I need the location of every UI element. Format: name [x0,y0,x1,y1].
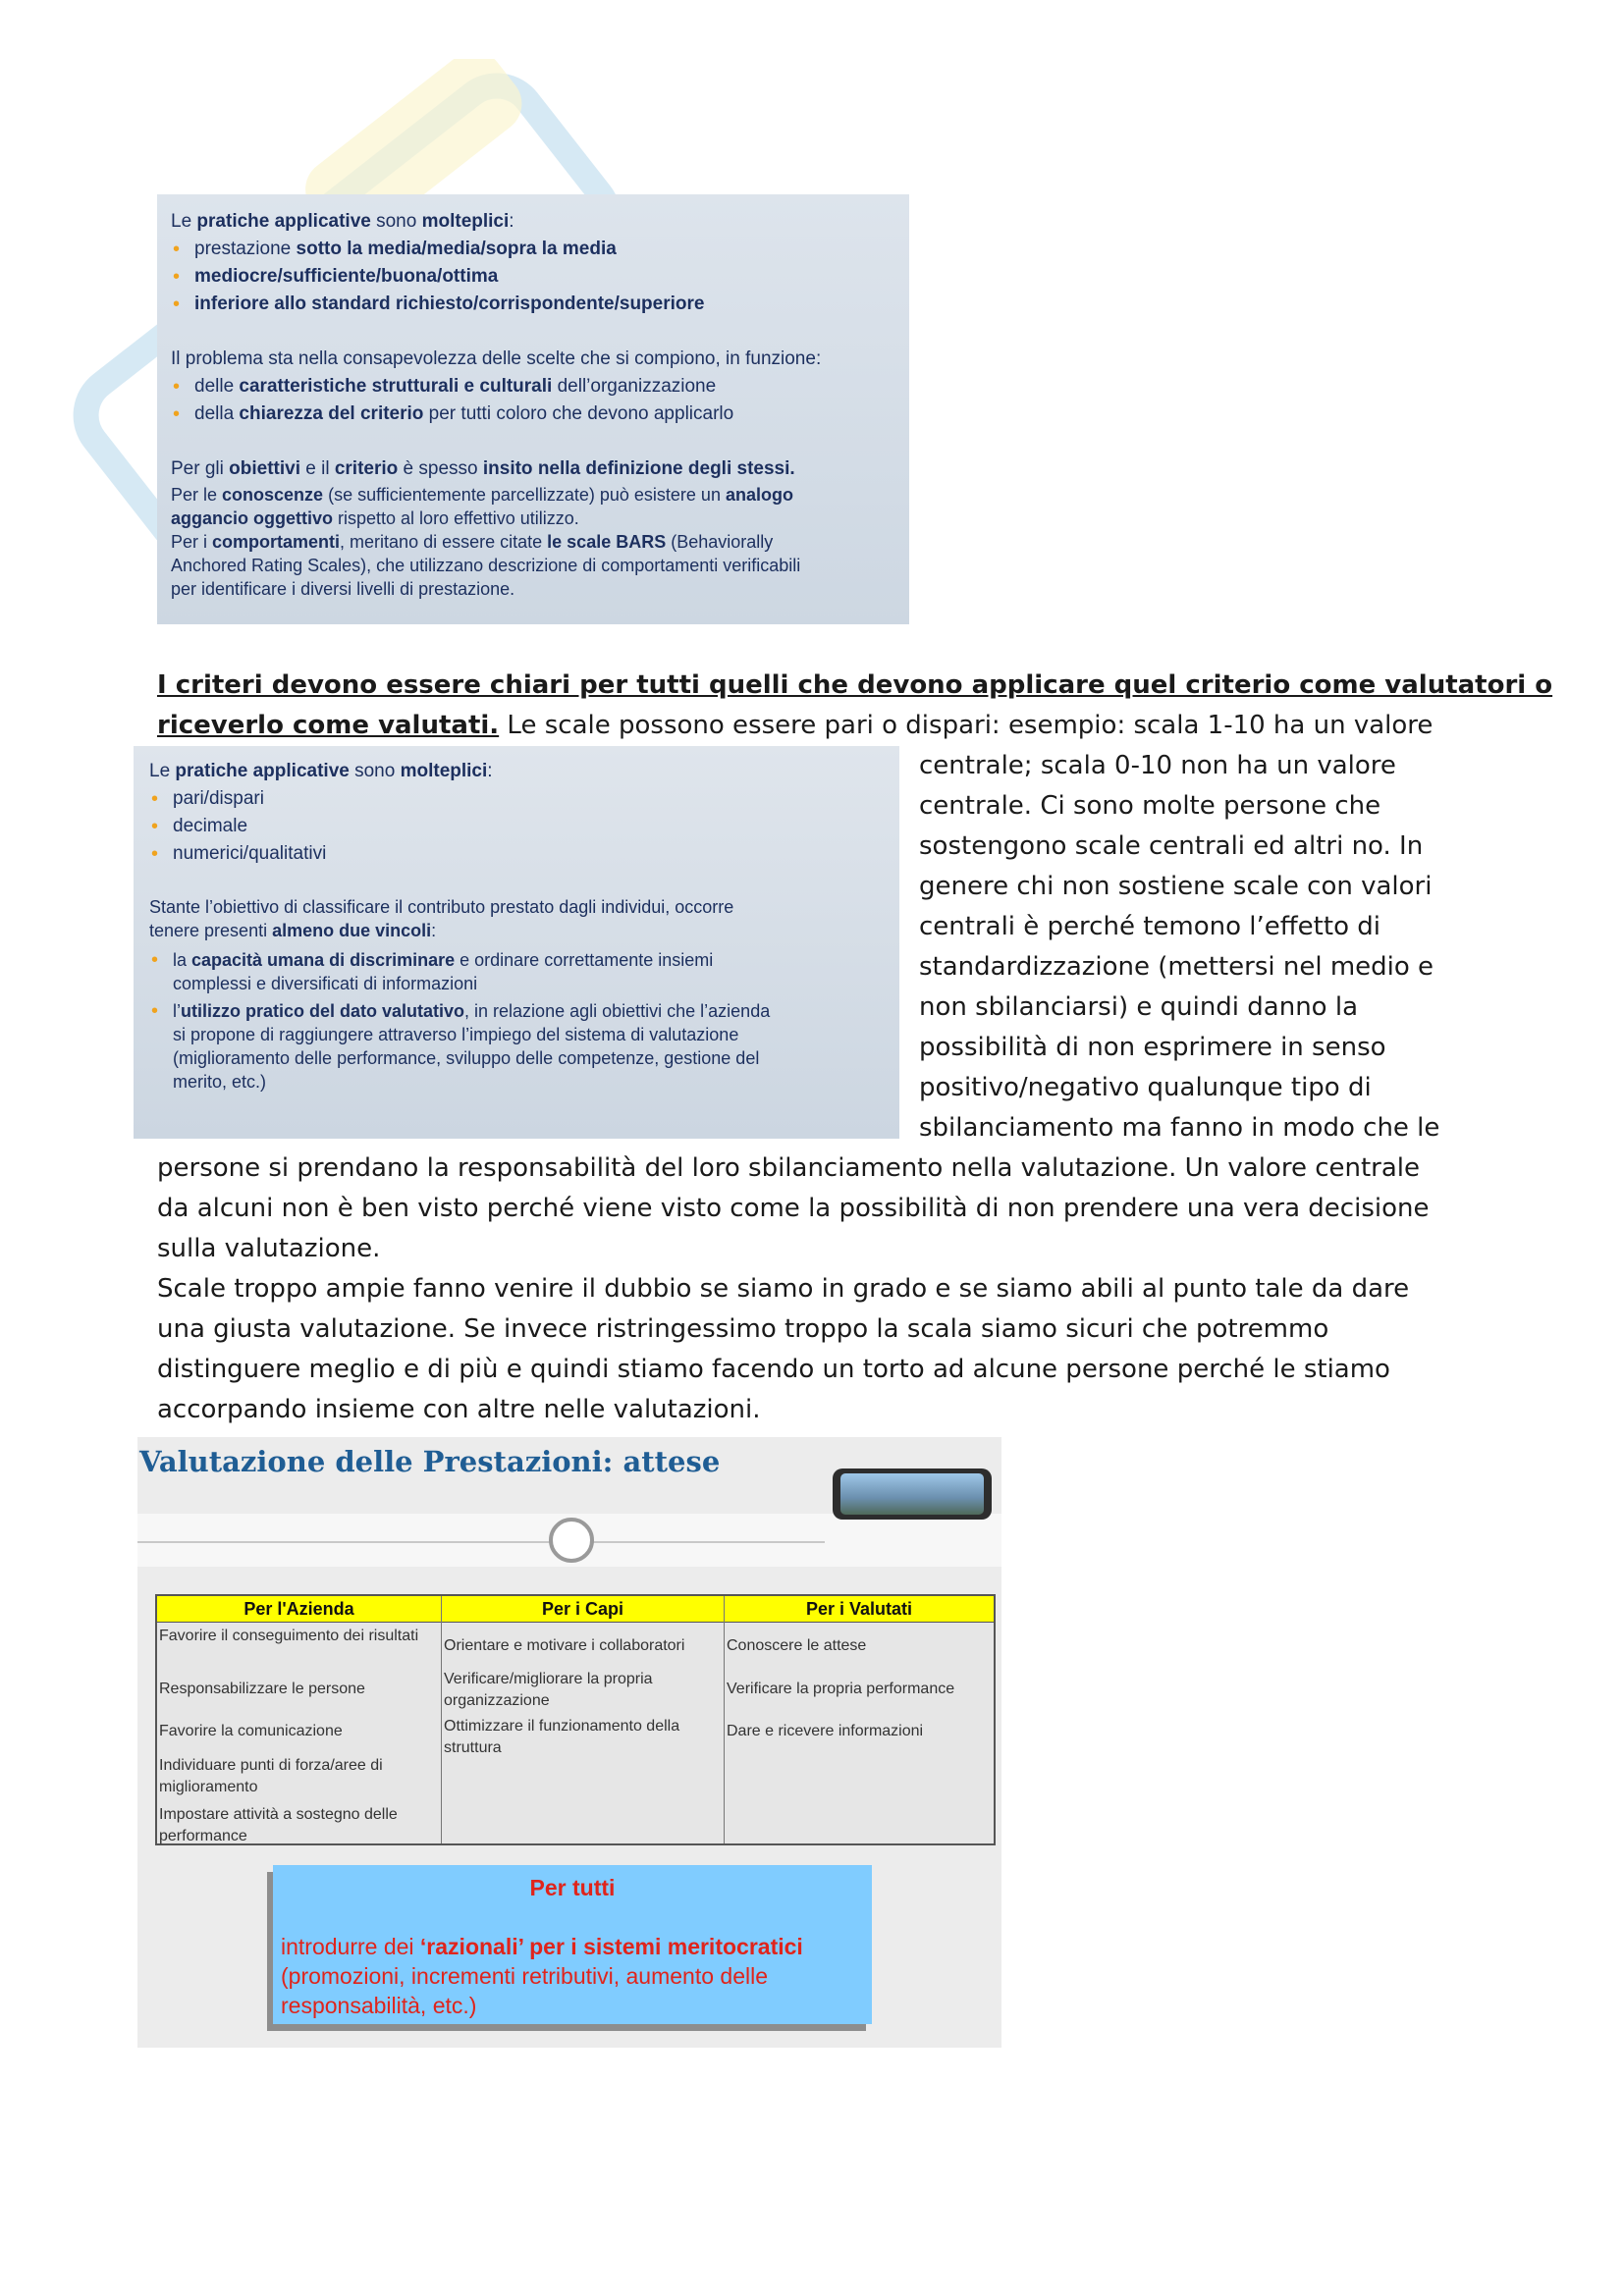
table-column-valutati [725,1596,994,1843]
para-criteri-line2: riceverlo come valutati. Le scale possono essere pari o dispari: esempio: scala 1-10 ha un valore [157,711,1434,740]
slide2-vincolo-2: • l’utilizzo pratico del dato valutativo, in relazione agli obiettivi che l’azienda [149,999,888,1023]
slide1-bullet: • delle caratteristiche strutturali e culturali dell’organizzazione [171,373,895,400]
slide1-problem: Il problema sta nella consapevolezza delle scelte che si compiono, in funzione: [171,348,822,369]
slide1-obiettivi: Per gli obiettivi e il criterio è spesso insito nella definizione degli stessi. [171,458,795,479]
slide2-vincolo-1: • la capacità umana di discriminare e ordinare correttamente insiemi [149,948,888,972]
slide1-bullet: • mediocre/sufficiente/buona/ottima [171,263,895,291]
slide2-vincolo-1-cont: complessi e diversificati di informazioni [173,974,478,993]
box-line: responsabilità, etc.) [281,1993,477,2018]
table-cell: Verificare la propria performance [727,1681,955,1697]
slide1-comportamenti: Per i comportamenti, meritano di essere citate le scale BARS (Behaviorally [171,532,774,552]
slide3-title: Valutazione delle Prestazioni: attese [139,1445,721,1478]
table-cell: Favorire la comunicazione [159,1723,343,1739]
slide2-vincolo-2-cont: si propone di raggiungere attraverso l’impiego del sistema di valutazione [173,1025,739,1044]
slide1-conoscenze-2: aggancio oggettivo rispetto al loro effettivo utilizzo. [171,508,579,528]
slide1-bullet: • prestazione sotto la media/media/sopra la media [171,236,895,263]
para-continuation: persone si prendano la responsabilità del loro sbilanciamento nella valutazione. Un valore centrale da alcuni non è ben visto perché viene visto come la possibilità di non prendere una vera decisione sulla valutazione. Scale troppo ampie fanno venire il dubbio se siamo in grado e se siamo abili al punto tale da dare una giusta valutazione. Se invece ristringessimo troppo la scala siamo sicuri che potremmo distinguere meglio e di più e quindi stiamo facendo un torto ad alcune persone perché le stiamo accorpando insieme con altre nelle valutazioni. [157,1153,1430,1424]
column-header: Per l'Azienda [157,1596,441,1623]
slide1-comportamenti-2: Anchored Rating Scales), che utilizzano descrizione di comportamenti verificabili [171,556,801,575]
per-tutti-box [273,1865,872,2024]
table-cell: Favorire il conseguimento dei risultati [159,1628,419,1644]
circle-icon [549,1518,594,1563]
table-cell: Conoscere le attese [727,1637,867,1654]
slide3-divider [137,1541,825,1543]
table-cell: Individuare punti di forza/aree di miglioramento [159,1757,383,1795]
table-cell: Verificare/migliorare la propria organizzazione [444,1671,653,1709]
slide2-bullet: • decimale [149,813,888,840]
rearview-mirror-icon [833,1468,992,1520]
slide-valutazione-attese [137,1437,1001,2048]
slide2-stante-2: tenere presenti almeno due vincoli: [149,921,437,940]
slide-scale-pratiche [134,746,899,1139]
box-line: introdurre dei ‘razionali’ per i sistemi meritocratici [281,1934,803,1959]
table-cell: Responsabilizzare le persone [159,1681,365,1697]
table-cell: Impostare attività a sostegno delle performance [159,1806,398,1844]
slide-pratiche-applicative [157,194,909,624]
slide2-stante: Stante l’obiettivo di classificare il contributo prestato dagli individui, occorre [149,897,734,917]
para-criteri-line1: I criteri devono essere chiari per tutti quelli che devono applicare quel criterio come valutatori o [157,670,1553,700]
column-header: Per i Capi [442,1596,724,1623]
slide1-conoscenze: Per le conoscenze (se sufficientemente parcellizzate) può esistere un analogo [171,485,793,505]
slide2-vincolo-2-cont: merito, etc.) [173,1072,267,1092]
table-cell: Orientare e motivare i collaboratori [444,1637,685,1654]
table-column-azienda [157,1596,442,1843]
box-line: (promozioni, incrementi retributivi, aumento delle [281,1963,768,1989]
slide1-bullet: • inferiore allo standard richiesto/corrispondente/superiore [171,291,895,318]
table-cell: Dare e ricevere informazioni [727,1723,924,1739]
slide2-vincolo-2-cont: (miglioramento delle performance, sviluppo delle competenze, gestione del [173,1048,760,1068]
slide2-bullet: • numerici/qualitativi [149,840,888,868]
table-column-capi [442,1596,725,1843]
para-side-text: centrale; scala 0-10 non ha un valore centrale. Ci sono molte persone che sostengono scale centrali ed altri no. In genere chi non sostiene scale con valori centrali è perché temono l’effetto di standardizzazione (mettersi nel medio e non sbilanciarsi) e quindi danno la possibilità di non esprimere in senso positivo/negativo qualunque tipo di sbilanciamento ma fanno in modo che le [919,751,1440,1143]
slide2-bullet: • pari/dispari [149,785,888,813]
box-title: Per tutti [529,1875,616,1900]
expectations-table [155,1594,996,1845]
table-cell: Ottimizzare il funzionamento della struttura [444,1718,680,1756]
slide1-intro: Le pratiche applicative sono molteplici: [171,211,514,232]
slide1-comportamenti-3: per identificare i diversi livelli di prestazione. [171,579,515,599]
column-header: Per i Valutati [725,1596,994,1623]
slide1-bullet: • della chiarezza del criterio per tutti coloro che devono applicarlo [171,400,895,428]
slide2-intro: Le pratiche applicative sono molteplici: [149,761,493,781]
